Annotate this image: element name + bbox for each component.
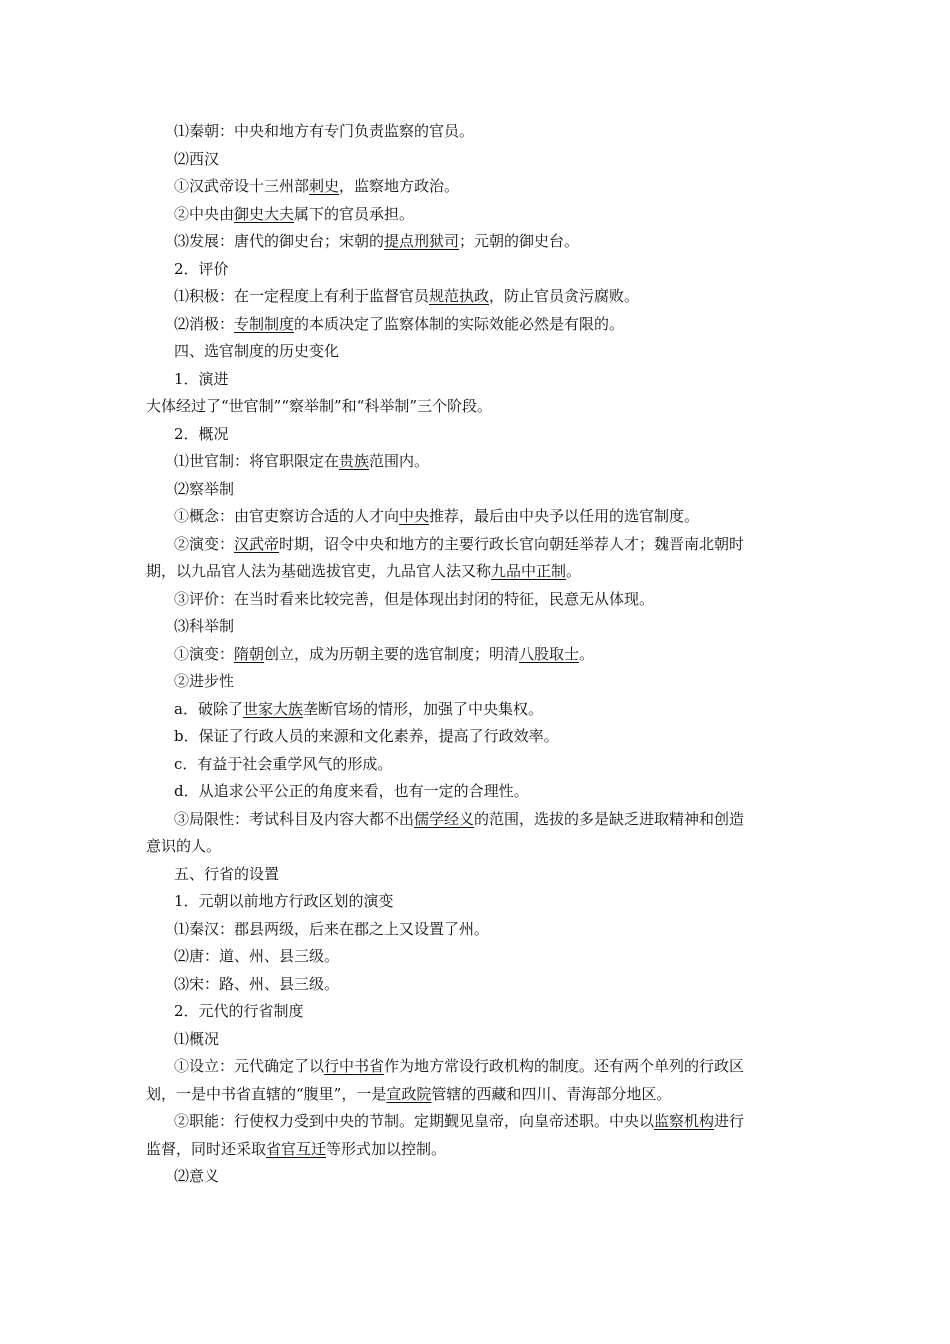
text-run: 意识的人。 [146, 837, 222, 855]
underlined-term: 刺史 [309, 177, 340, 195]
text-line [174, 256, 816, 284]
underlined-term: 规范执政 [429, 287, 490, 305]
text-line [146, 1136, 816, 1164]
text-run: 等形式加以控制。 [326, 1139, 447, 1158]
text-run: 。 [579, 644, 595, 663]
text-run: ②中央由 [174, 204, 235, 223]
text-run: 时期，诏令中央和地方的主要行政长官向朝廷举荐人才；魏晋南北朝时 [279, 534, 745, 553]
underlined-term: 行中书省 [324, 1057, 385, 1075]
text-line [174, 586, 816, 614]
text-line [146, 393, 816, 421]
text-line [174, 338, 816, 366]
text-run: 1．演进 [174, 369, 229, 388]
text-run: ⑴世官制：将官职限定在 [174, 452, 340, 470]
text-line [174, 1026, 816, 1054]
text-run: 大体经过了“世官制”“察举制”和“科举制”三个阶段。 [146, 397, 493, 415]
text-run: ⑵察举制 [174, 479, 235, 498]
text-line [174, 778, 816, 806]
underlined-term: 汉武帝 [234, 534, 280, 553]
text-run: ⑵意义 [174, 1167, 220, 1185]
text-run: 垄断官场的情形，加强了中央集权。 [302, 699, 543, 718]
text-line [174, 366, 816, 394]
text-run: ⑶宋：路、州、县三级。 [174, 974, 340, 993]
text-run: 作为地方常设行政机构的制度。还有两个单列的行政区 [384, 1057, 745, 1075]
text-run: 2．概况 [174, 424, 229, 443]
text-line [174, 1108, 816, 1136]
text-line [174, 118, 816, 146]
text-run: a．破除了 [174, 699, 243, 718]
text-line [174, 1053, 816, 1081]
underlined-term: 监察机构 [654, 1112, 715, 1130]
text-line [146, 833, 816, 861]
text-run: ⑵西汉 [174, 149, 220, 168]
text-run: 推荐，最后由中央予以任用的选官制度。 [429, 507, 700, 525]
text-run: ⑴秦汉：郡县两级，后来在郡之上又设置了州。 [174, 919, 490, 938]
text-line [174, 531, 816, 559]
text-run: 。 [566, 562, 582, 580]
text-line [174, 971, 816, 999]
text-line [174, 1163, 816, 1191]
text-run: ①汉武帝设十三州部 [174, 177, 310, 195]
text-run: ①概念：由官吏察访合适的人才向 [174, 507, 400, 525]
underlined-term: 隋朝 [234, 644, 265, 663]
text-run: ②演变： [174, 534, 235, 553]
text-line [174, 943, 816, 971]
text-line [174, 201, 816, 229]
text-run: ②职能：行使权力受到中央的节制。定期觐见皇帝，向皇帝述职。中央以 [174, 1112, 655, 1130]
text-run: ⑵消极： [174, 314, 235, 333]
text-line [174, 173, 816, 201]
text-line [174, 503, 816, 531]
text-run: ⑵唐：道、州、县三级。 [174, 947, 340, 965]
text-run: ⑶发展：唐代的御史台；宋朝的 [174, 232, 385, 250]
text-run: ⑴秦朝：中央和地方有专门负责监察的官员。 [174, 122, 475, 140]
underlined-term: 贵族 [339, 452, 370, 470]
text-run: 2．评价 [174, 259, 229, 278]
text-run: ③评价：在当时看来比较完善，但是体现出封闭的特征，民意无从体现。 [174, 589, 655, 608]
text-run: ③局限性：考试科目及内容大都不出 [174, 809, 415, 828]
text-line [174, 613, 816, 641]
text-line [174, 311, 816, 339]
text-run: ⑴积极：在一定程度上有利于监督官员 [174, 287, 430, 305]
text-line [174, 751, 816, 779]
text-line [174, 916, 816, 944]
underlined-term: 御史大夫 [234, 204, 295, 223]
text-line [174, 228, 816, 256]
text-run: 监督，同时还采取 [146, 1139, 267, 1158]
text-line [146, 1081, 816, 1109]
text-run: 范围内。 [369, 452, 430, 470]
text-run: 1．元朝以前地方行政区划的演变 [174, 892, 394, 910]
text-run: 创立，成为历朝主要的选官制度；明清 [264, 644, 520, 663]
text-run: 管辖的西藏和四川、青海部分地区。 [431, 1084, 672, 1103]
text-run: c．有益于社会重学风气的形成。 [174, 754, 393, 773]
text-run: d．从追求公平公正的角度来看，也有一定的合理性。 [174, 782, 529, 800]
text-line [174, 448, 816, 476]
text-run: ⑶科举制 [174, 617, 235, 635]
document-body [146, 118, 816, 1191]
text-run: 进行 [714, 1112, 745, 1130]
text-run: 期，以九品官人法为基础选拔官吏，九品官人法又称 [146, 562, 492, 580]
underlined-term: 专制制度 [234, 314, 295, 333]
text-run: 属下的官员承担。 [294, 204, 415, 223]
text-line [174, 723, 816, 751]
text-run: ；元朝的御史台。 [459, 232, 580, 250]
text-run: ①演变： [174, 644, 235, 663]
text-run: b．保证了行政人员的来源和文化素养，提高了行政效率。 [174, 727, 559, 745]
underlined-term: 世家大族 [242, 699, 303, 718]
text-run: 划，一是中书省直辖的“腹里”，一是 [146, 1084, 387, 1103]
text-line [174, 888, 816, 916]
underlined-term: 儒学经义 [414, 809, 475, 828]
text-line [146, 558, 816, 586]
text-run: 四、选官制度的历史变化 [174, 342, 340, 360]
text-run: ⑴概况 [174, 1029, 220, 1048]
text-run: ②进步性 [174, 672, 235, 690]
text-line [174, 861, 816, 889]
text-line [174, 476, 816, 504]
underlined-term: 八股取士 [519, 644, 580, 663]
text-line [174, 421, 816, 449]
text-run: ，防止官员贪污腐败。 [489, 287, 640, 305]
text-line [174, 146, 816, 174]
text-line [174, 696, 816, 724]
text-run: 五、行省的设置 [174, 864, 280, 883]
underlined-term: 省官互迁 [266, 1139, 327, 1158]
text-line [174, 668, 816, 696]
underlined-term: 中央 [399, 507, 430, 525]
text-line [174, 283, 816, 311]
text-run: 2．元代的行省制度 [174, 1002, 304, 1020]
text-line [174, 806, 816, 834]
underlined-term: 提点刑狱司 [384, 232, 460, 250]
underlined-term: 宣政院 [386, 1084, 432, 1103]
text-run: ①设立：元代确定了以 [174, 1057, 325, 1075]
text-line [174, 998, 816, 1026]
underlined-term: 九品中正制 [491, 562, 567, 580]
text-run: 的范围，选拔的多是缺乏进取精神和创造 [474, 809, 745, 828]
text-run: 的本质决定了监察体制的实际效能必然是有限的。 [294, 314, 625, 333]
text-run: ，监察地方政治。 [339, 177, 460, 195]
text-line [174, 641, 816, 669]
